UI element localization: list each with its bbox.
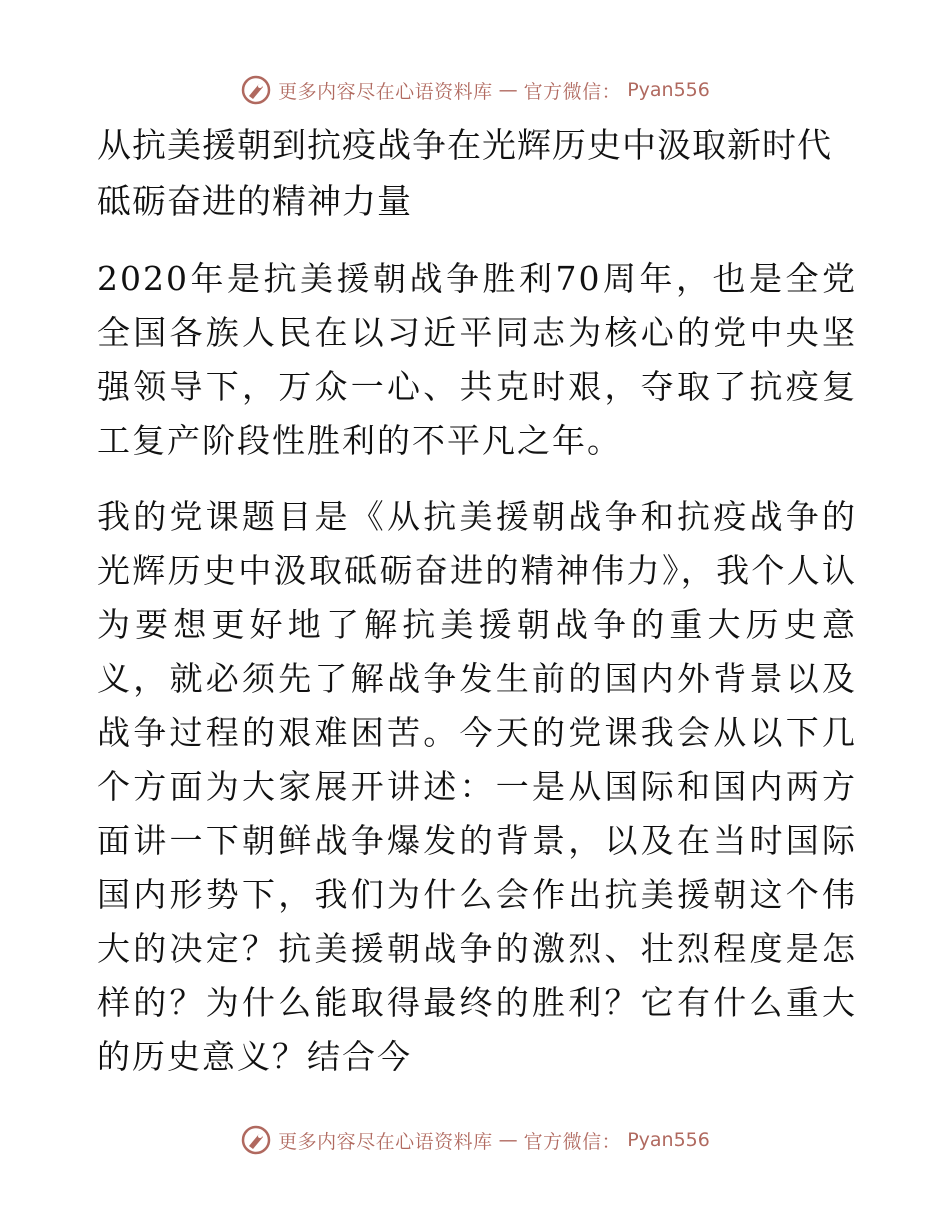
document-title: 从抗美援朝到抗疫战争在光辉历史中汲取新时代砥砺奋进的精神力量 — [97, 126, 832, 222]
brand-text: 更多内容尽在心语资料库 — [278, 80, 493, 103]
document-body — [97, 118, 857, 1084]
wechat-id: Pyan556 — [627, 79, 710, 101]
wechat-label: 官方微信： — [523, 1130, 622, 1153]
pen-nib-logo-icon — [240, 1124, 272, 1156]
header-watermark-banner — [0, 70, 950, 110]
pen-nib-logo-icon — [240, 74, 272, 106]
wechat-label: 官方微信： — [523, 80, 622, 103]
wechat-id: Pyan556 — [627, 1129, 710, 1151]
paragraph-1: 2020年是抗美援朝战争胜利70周年，也是全党全国各族人民在以习近平同志为核心的党中央坚强领导下，万众一心、共克时艰，夺取了抗疫复工复产阶段性胜利的不平凡之年。 — [97, 259, 857, 460]
footer-watermark-banner — [0, 1120, 950, 1160]
brand-text: 更多内容尽在心语资料库 — [278, 1130, 493, 1153]
banner-separator: — — [498, 1129, 518, 1151]
banner-separator: — — [498, 79, 518, 101]
paragraph-2: 我的党课题目是《从抗美援朝战争和抗疫战争的光辉历史中汲取砥砺奋进的精神伟力》，我个人认为要想更好地了解抗美援朝战争的重大历史意义，就必须先了解战争发生前的国内外背景以及战争过程的艰难困苦。今天的党课我会从以下几个方面为大家展开讲述：一是从国际和国内两方面讲一下朝鲜战争爆发的背景，以及在当时国际国内形势下，我们为什么会作出抗美援朝这个伟大的决定？抗美援朝战争的激烈、壮烈程度是怎样的？为什么能取得最终的胜利？它有什么重大的历史意义？结合今 — [97, 497, 857, 1076]
